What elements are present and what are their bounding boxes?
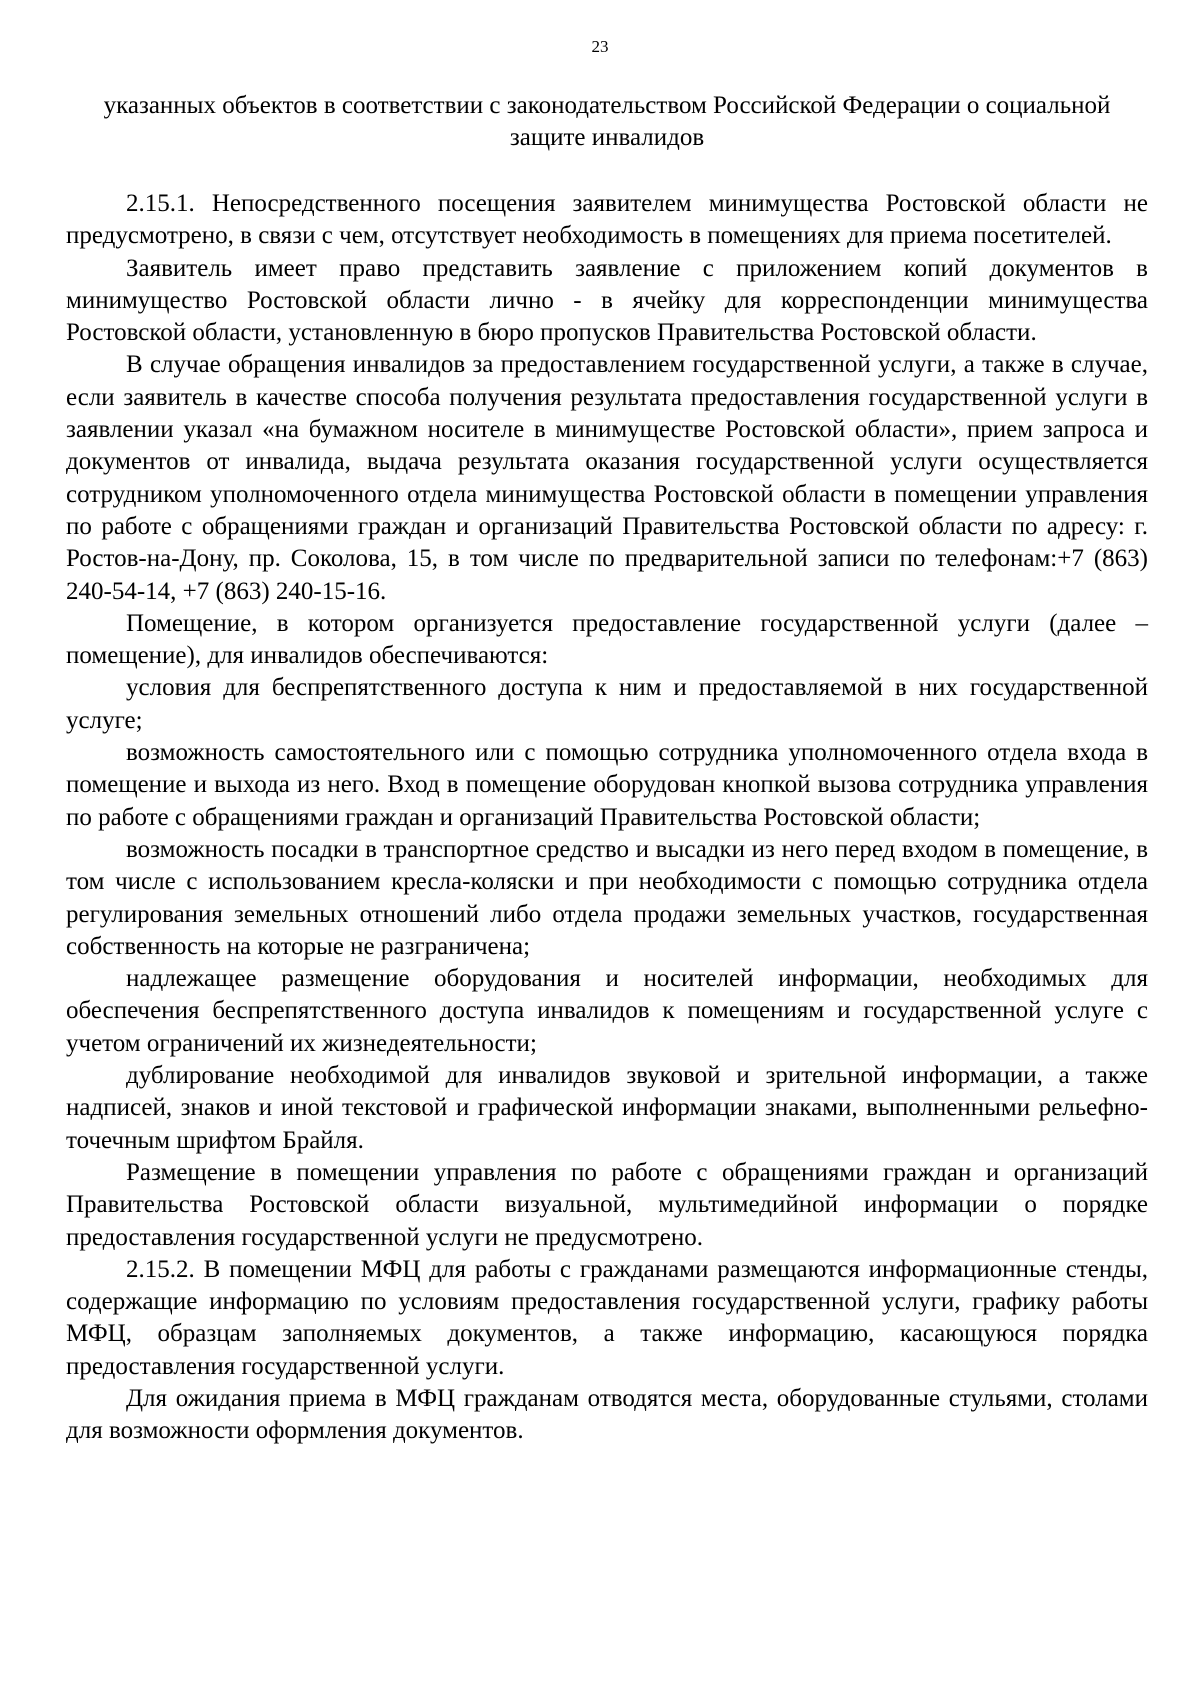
paragraph: надлежащее размещение оборудования и носителей информации, необходимых для обеспечения беспрепятственного доступа инвалидов к помещениям и государственной услуге с учетом ограничений их жизнедеятельности; — [66, 965, 1148, 1057]
paragraph: В случае обращения инвалидов за предоставлением государственной услуги, а также в случае, если заявитель в качестве способа получения результата предоставления государственной услуги в заявлении указал «на бумажном носителе в минимуществе Ростовской области», прием запроса и документов от инвалида, выдача результата оказания государственной услуги осуществляется сотрудником уполномоченного отдела минимущества Ростовской области в помещении управления по работе с обращениями граждан и организаций Правительства Ростовской области по адресу: г. Ростов-на-Дону, пр. Соколова, 15, в том числе по предварительной записи по телефонам:+7 (863) 240-54-14, +7 (863) 240-15-16. — [66, 351, 1148, 605]
paragraph: Помещение, в котором организуется предоставление государственной услуги (далее – помещение), для инвалидов обеспечиваются: — [66, 609, 1148, 670]
page-number: 23 — [591, 37, 609, 56]
paragraph: Для ожидания приема в МФЦ гражданам отводятся места, оборудованные стульями, столами для возможности оформления документов. — [66, 1384, 1148, 1445]
paragraph: возможность посадки в транспортное средство и высадки из него перед входом в помещение, в том числе с использованием кресла-коляски и при необходимости с помощью сотрудника отдела регулирования земельных отношений либо отдела продажи земельных участков, государственная собственность на которые не разграничена; — [66, 835, 1148, 960]
paragraph: дублирование необходимой для инвалидов звуковой и зрительной информации, а также надписей, знаков и иной текстовой и графической информации знаками, выполненными рельефно-точечным шрифтом Брайля. — [66, 1062, 1148, 1154]
paragraph: 2.15.1. Непосредственного посещения заявителем минимущества Ростовской области не предусмотрено, в связи с чем, отсутствует необходимость в помещениях для приема посетителей. — [66, 190, 1148, 250]
section-heading: указанных объектов в соответствии с законодательством Российской Федерации о социальной защите инвалидов — [103, 92, 1111, 151]
paragraph: условия для беспрепятственного доступа к ним и предоставляемой в них государственной услуге; — [66, 674, 1148, 734]
paragraph: Заявитель имеет право представить заявление с приложением копий документов в минимущество Ростовской области лично - в ячейку для корреспонденции минимущества Ростовской области, установленную в бюро пропусков Правительства Ростовской области. — [66, 254, 1148, 347]
paragraph: 2.15.2. В помещении МФЦ для работы с гражданами размещаются информационные стенды, содержащие информацию по условиям предоставления государственной услуги, графику работы МФЦ, образцам заполняемых документов, а также информацию, касающуюся порядка предоставления государственной услуги. — [66, 1255, 1148, 1380]
paragraph: возможность самостоятельного или с помощью сотрудника уполномоченного отдела входа в помещение и выхода из него. Вход в помещение оборудован кнопкой вызова сотрудника управления по работе с обращениями граждан и организаций Правительства Ростовской области; — [66, 739, 1148, 831]
paragraph: Размещение в помещении управления по работе с обращениями граждан и организаций Правительства Ростовской области визуальной, мультимедийной информации о порядке предоставления государственной услуги не предусмотрено. — [66, 1158, 1148, 1251]
body-text — [66, 188, 1148, 1448]
